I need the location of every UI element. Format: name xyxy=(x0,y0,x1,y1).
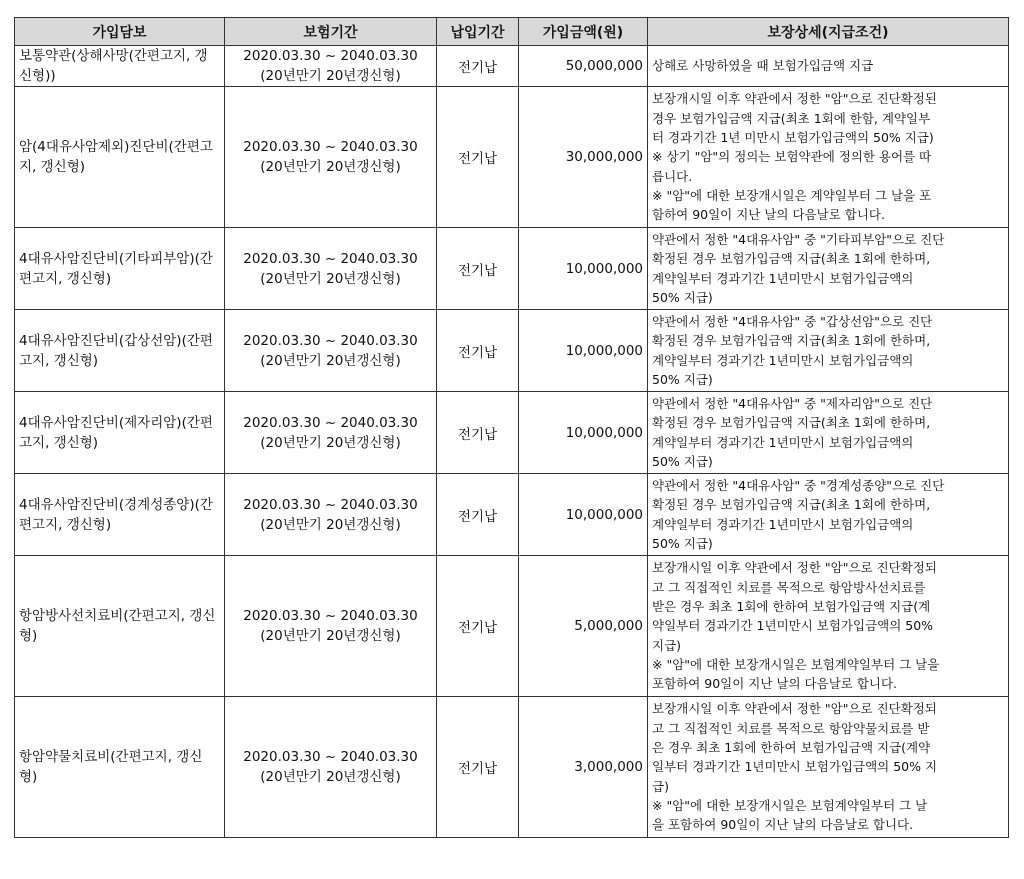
coverage-name-cell: 4대유사암진단비(제자리암)(간편고지, 갱신형) xyxy=(15,392,225,474)
detail-line: 확정된 경우 보험가입금액 지급(최초 1회에 한하며, xyxy=(652,333,931,349)
period-cell xyxy=(225,392,437,474)
coverage-table xyxy=(14,17,1009,838)
detail-cell xyxy=(648,87,1009,228)
detail-line: 상해로 사망하였을 때 보험가입금액 지급 xyxy=(652,58,874,74)
amount-cell: 10,000,000 xyxy=(519,310,648,392)
period-cell xyxy=(225,46,437,87)
period-line: (20년만기 20년갱신형) xyxy=(260,769,401,785)
coverage-name-cell: 항암방사선치료비(간편고지, 갱신형) xyxy=(15,556,225,697)
table-row xyxy=(15,228,1009,310)
period-line: 2020.03.30 ~ 2040.03.30 xyxy=(243,250,418,267)
detail-line: ※ 상기 "암"의 정의는 보험약관에 정의한 용어를 따 xyxy=(652,149,932,165)
detail-line: 보장개시일 이후 약관에서 정한 "암"으로 진단확정되 xyxy=(652,560,937,576)
detail-line: 약관에서 정한 "4대유사암" 중 "경계성종양"으로 진단 xyxy=(652,477,945,493)
detail-line: 약관에서 정한 "4대유사암" 중 "갑상선암"으로 진단 xyxy=(652,313,933,329)
amount-cell: 5,000,000 xyxy=(519,556,648,697)
detail-line: 보장개시일 이후 약관에서 정한 "암"으로 진단확정된 xyxy=(652,91,937,107)
detail-cell xyxy=(648,228,1009,310)
detail-line: 50% 지급) xyxy=(652,535,713,551)
period-line: 2020.03.30 ~ 2040.03.30 xyxy=(243,414,418,431)
payment-period-cell: 전기납 xyxy=(437,87,519,228)
detail-line: 계약일부터 경과기간 1년미만시 보험가입금액의 xyxy=(652,434,914,450)
amount-cell: 3,000,000 xyxy=(519,697,648,838)
detail-line: 은 경우 최초 1회에 한하여 보험가입금액 지급(계약 xyxy=(652,740,931,756)
period-line: 2020.03.30 ~ 2040.03.30 xyxy=(243,496,418,513)
coverage-name-cell: 4대유사암진단비(경계성종양)(간편고지, 갱신형) xyxy=(15,474,225,556)
period-line: (20년만기 20년갱신형) xyxy=(260,516,401,533)
detail-line: 확정된 경우 보험가입금액 지급(최초 1회에 한하며, xyxy=(652,497,931,513)
payment-period-cell: 전기납 xyxy=(437,697,519,838)
amount-cell: 10,000,000 xyxy=(519,228,648,310)
detail-line: 을 포함하여 90일이 지난 날의 다음날로 합니다. xyxy=(652,817,914,833)
detail-line: 확정된 경우 보험가입금액 지급(최초 1회에 한하며, xyxy=(652,415,931,431)
period-line: (20년만기 20년갱신형) xyxy=(260,270,401,287)
detail-line: 함하여 90일이 지난 날의 다음날로 합니다. xyxy=(652,207,885,223)
detail-line: 약일부터 경과기간 1년미만시 보험가입금액의 50% xyxy=(652,618,934,634)
period-cell xyxy=(225,474,437,556)
detail-cell xyxy=(648,46,1009,87)
period-cell xyxy=(225,87,437,228)
table-row xyxy=(15,556,1009,697)
amount-cell: 50,000,000 xyxy=(519,46,648,87)
coverage-name-cell: 암(4대유사암제외)진단비(간편고지, 갱신형) xyxy=(15,87,225,228)
detail-line: 보장개시일 이후 약관에서 정한 "암"으로 진단확정되 xyxy=(652,701,937,717)
detail-line: 고 그 직접적인 치료를 목적으로 항암약물치료를 받 xyxy=(652,720,930,736)
period-cell xyxy=(225,228,437,310)
coverage-name-cell: 4대유사암진단비(갑상선암)(간편고지, 갱신형) xyxy=(15,310,225,392)
header-coverage: 가입담보 xyxy=(15,18,225,46)
period-line: 2020.03.30 ~ 2040.03.30 xyxy=(243,608,418,624)
period-line: (20년만기 20년갱신형) xyxy=(260,434,401,451)
detail-line: 약관에서 정한 "4대유사암" 중 "제자리암"으로 진단 xyxy=(652,395,933,411)
detail-line: 확정된 경우 보험가입금액 지급(최초 1회에 한하며, xyxy=(652,251,931,267)
detail-line: ※ "암"에 대한 보장개시일은 보험계약일부터 그 날을 xyxy=(652,656,940,672)
detail-line: 계약일부터 경과기간 1년미만시 보험가입금액의 xyxy=(652,352,914,368)
detail-line: 계약일부터 경과기간 1년미만시 보험가입금액의 xyxy=(652,516,914,532)
detail-cell xyxy=(648,310,1009,392)
header-payment-period: 납입기간 xyxy=(437,18,519,46)
coverage-name-cell: 4대유사암진단비(기타피부암)(간편고지, 갱신형) xyxy=(15,228,225,310)
detail-cell xyxy=(648,474,1009,556)
payment-period-cell: 전기납 xyxy=(437,474,519,556)
detail-line: 약관에서 정한 "4대유사암" 중 "기타피부암"으로 진단 xyxy=(652,231,945,247)
detail-line: 받은 경우 최초 1회에 한하여 보험가입금액 지급(계 xyxy=(652,599,931,615)
period-line: 2020.03.30 ~ 2040.03.30 xyxy=(243,48,418,64)
detail-cell xyxy=(648,392,1009,474)
period-cell xyxy=(225,697,437,838)
detail-line: 고 그 직접적인 치료를 목적으로 항암방사선치료를 xyxy=(652,579,926,595)
detail-line: 포함하여 90일이 지난 날의 다음날로 합니다. xyxy=(652,676,898,692)
period-line: (20년만기 20년갱신형) xyxy=(260,352,401,369)
header-amount: 가입금액(원) xyxy=(519,18,648,46)
payment-period-cell: 전기납 xyxy=(437,310,519,392)
detail-line: 지급) xyxy=(652,637,682,653)
period-cell xyxy=(225,556,437,697)
detail-cell xyxy=(648,697,1009,838)
detail-line: 경우 보험가입금액 지급(최초 1회에 한함, 계약일부 xyxy=(652,110,931,126)
period-line: (20년만기 20년갱신형) xyxy=(260,68,401,84)
table-header-row xyxy=(15,18,1009,46)
payment-period-cell: 전기납 xyxy=(437,392,519,474)
amount-cell: 10,000,000 xyxy=(519,474,648,556)
payment-period-cell: 전기납 xyxy=(437,228,519,310)
detail-line: ※ "암"에 대한 보장개시일은 계약일부터 그 날을 포 xyxy=(652,187,932,203)
amount-cell: 10,000,000 xyxy=(519,392,648,474)
detail-line: 50% 지급) xyxy=(652,371,713,387)
header-period: 보험기간 xyxy=(225,18,437,46)
detail-line: 터 경과기간 1년 미만시 보험가입금액의 50% 지급) xyxy=(652,130,934,146)
detail-line: 계약일부터 경과기간 1년미만시 보험가입금액의 xyxy=(652,270,914,286)
table-row xyxy=(15,392,1009,474)
detail-line: 릅니다. xyxy=(652,168,693,184)
payment-period-cell: 전기납 xyxy=(437,46,519,87)
table-row xyxy=(15,310,1009,392)
detail-line: 일부터 경과기간 1년미만시 보험가입금액의 50% 지 xyxy=(652,759,938,775)
period-line: 2020.03.30 ~ 2040.03.30 xyxy=(243,749,418,765)
period-line: 2020.03.30 ~ 2040.03.30 xyxy=(243,139,418,155)
period-line: (20년만기 20년갱신형) xyxy=(260,628,401,644)
amount-cell: 30,000,000 xyxy=(519,87,648,228)
detail-line: 50% 지급) xyxy=(652,453,713,469)
table-row xyxy=(15,697,1009,838)
detail-cell xyxy=(648,556,1009,697)
table-row xyxy=(15,474,1009,556)
table-body xyxy=(15,46,1009,838)
payment-period-cell: 전기납 xyxy=(437,556,519,697)
header-detail: 보장상세(지급조건) xyxy=(648,18,1009,46)
period-line: (20년만기 20년갱신형) xyxy=(260,159,401,175)
detail-line: ※ "암"에 대한 보장개시일은 보험계약일부터 그 날 xyxy=(652,797,928,813)
period-cell xyxy=(225,310,437,392)
coverage-name-cell: 항암약물치료비(간편고지, 갱신형) xyxy=(15,697,225,838)
detail-line: 50% 지급) xyxy=(652,289,713,305)
period-line: 2020.03.30 ~ 2040.03.30 xyxy=(243,332,418,349)
coverage-name-cell: 보통약관(상해사망(간편고지, 갱신형)) xyxy=(15,46,225,87)
table-row xyxy=(15,46,1009,87)
detail-line: 급) xyxy=(652,778,669,794)
table-row xyxy=(15,87,1009,228)
